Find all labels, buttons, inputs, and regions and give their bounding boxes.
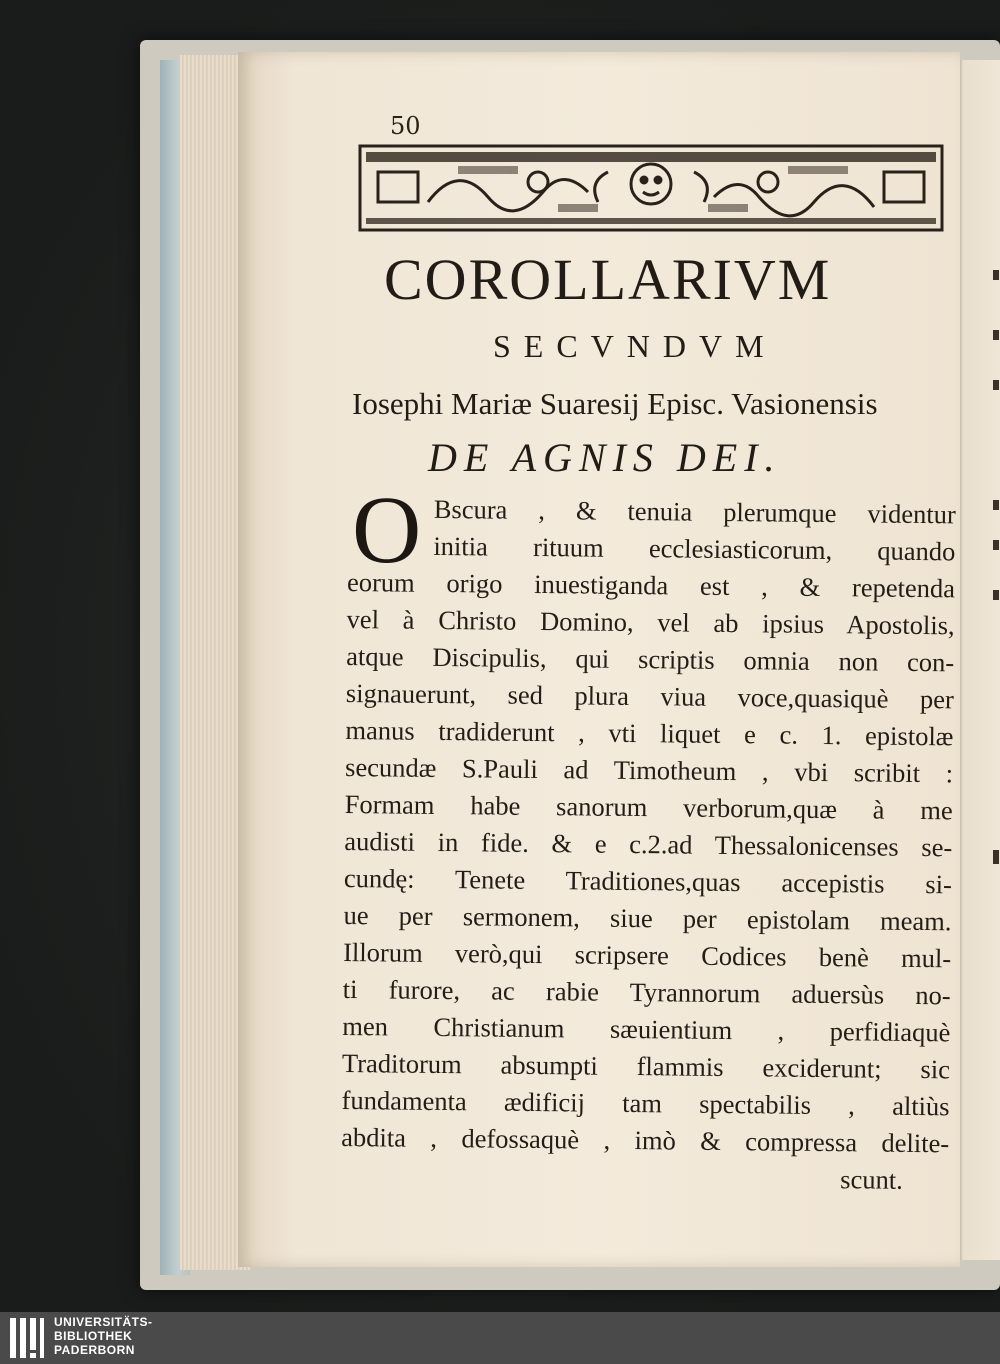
library-name-line-3: PADERBORN (54, 1343, 135, 1357)
body-line: cundę: Tenete Traditiones,quas accepistis si- (343, 862, 953, 900)
ornamental-headpiece-icon (358, 142, 944, 234)
body-line: atque Discipulis, qui scriptis omnia non con- (346, 640, 955, 678)
drop-cap: O (352, 476, 422, 583)
facing-page-edge (955, 60, 1000, 1260)
body-line: fundamenta ædificij tam spectabilis , altiùs (341, 1084, 950, 1122)
chapter-subtitle: SECVNDVM (493, 328, 777, 364)
library-logo-icon (8, 1316, 48, 1360)
body-line: Traditorum absumpti flammis exciderunt; sic (341, 1047, 951, 1085)
author-line: Iosephi Mariæ Suaresij Episc. Vasionensis (352, 386, 878, 421)
body-line: secundæ S.Pauli ad Timotheum , vbi scribit : (344, 751, 954, 789)
body-line: initia rituum ecclesiasticorum, quando (433, 530, 956, 567)
body-line: men Christianum sæuientium , perfidiaquè (342, 1010, 951, 1048)
body-line: ue per sermonem, siue per epistolam meam. (343, 899, 952, 937)
body-line: vel à Christo Domino, vel ab ipsius Apostolis, (346, 603, 955, 641)
work-title: DE AGNIS DEI. (428, 435, 782, 480)
body-line: eorum origo inuestiganda est , & repetenda (346, 566, 956, 604)
body-text (341, 490, 956, 1199)
body-line: audisti in fide. & e c.2.ad Thessalonicenses se- (344, 825, 953, 863)
body-line: Formam habe sanorum verborum,quæ à me (344, 788, 953, 826)
library-name (54, 1315, 153, 1357)
body-line: Bscura , & tenuia plerumque videntur (433, 493, 956, 530)
body-line: manus tradiderunt , vti liquet e c. 1. epistolæ (345, 714, 954, 752)
body-line: ti furore, ac rabie Tyrannorum aduersùs no- (342, 973, 951, 1011)
body-line: signauerunt, sed plura viua voce,quasiquè per (345, 677, 954, 715)
page-number: 50 (390, 112, 421, 140)
library-name-line-1: UNIVERSITÄTS- (54, 1315, 153, 1329)
chapter-title: COROLLARIVM (384, 247, 832, 312)
library-name-line-2: BIBLIOTHEK (54, 1329, 133, 1343)
body-line: abdita , defossaquè , imò & compressa delite- (341, 1121, 950, 1159)
body-line: Illorum verò,qui scripsere Codices benè mul- (343, 936, 952, 974)
body-line: scunt. (840, 1164, 903, 1195)
